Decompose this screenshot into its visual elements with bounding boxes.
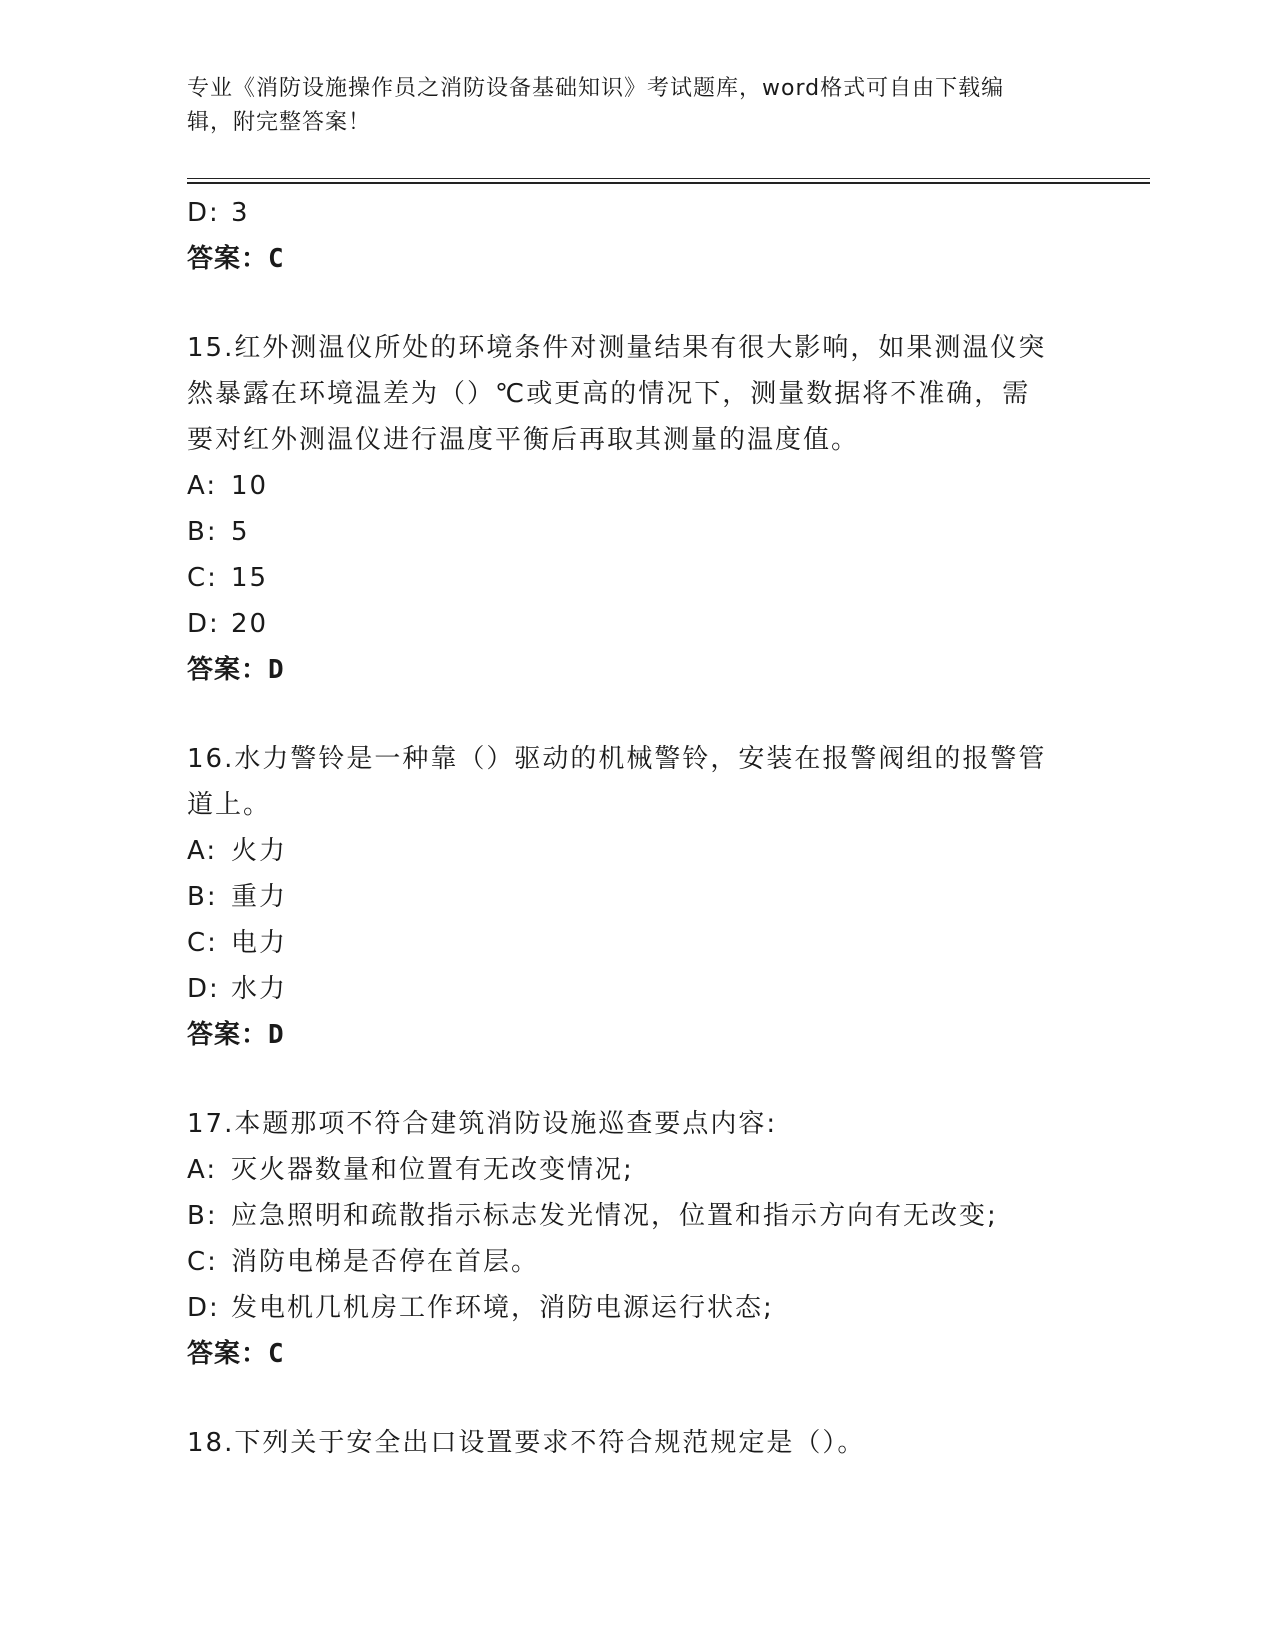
document-header — [187, 72, 1087, 140]
option-text: 消防电梯是否停在首层。 — [231, 1247, 540, 1277]
option-item — [187, 1147, 1087, 1193]
option-text: 水力 — [231, 974, 288, 1004]
option-key: B: — [187, 1201, 218, 1231]
answer-line: 答案：D — [187, 1020, 285, 1050]
option-item — [187, 920, 1087, 966]
option-item — [187, 463, 1087, 509]
option-text: 15 — [231, 563, 269, 593]
question-15-line-3: 要对红外测温仪进行温度平衡后再取其测量的温度值。 — [187, 425, 860, 455]
option-key: B: — [187, 517, 218, 547]
header-rule-thick — [187, 182, 1150, 184]
option-key: C: — [187, 1247, 218, 1277]
option-text: 灭火器数量和位置有无改变情况; — [231, 1155, 634, 1185]
option-item — [187, 509, 1087, 555]
question-15-line-1: 15.红外测温仪所处的环境条件对测量结果有很大影响，如果测温仪突 — [187, 333, 1047, 363]
answer-line: 答案：D — [187, 655, 285, 685]
option-item — [187, 874, 1087, 920]
option-text: 3 — [231, 198, 250, 228]
header-rule-thin — [187, 178, 1150, 179]
question-16-line-2: 道上。 — [187, 790, 272, 820]
header-line-2: 辑，附完整答案！ — [187, 110, 372, 135]
option-item — [187, 1239, 1087, 1285]
option-item — [187, 190, 1087, 236]
option-text: 20 — [231, 609, 269, 639]
option-text: 应急照明和疏散指示标志发光情况，位置和指示方向有无改变; — [231, 1201, 998, 1231]
option-key: D: — [187, 974, 220, 1004]
option-item — [187, 1285, 1087, 1331]
option-key: C: — [187, 928, 218, 958]
option-text: 火力 — [231, 836, 288, 866]
option-item — [187, 828, 1087, 874]
option-key: B: — [187, 882, 218, 912]
option-text: 10 — [231, 471, 269, 501]
option-text: 电力 — [231, 928, 288, 958]
question-17-line-1: 17.本题那项不符合建筑消防设施巡查要点内容: — [187, 1109, 778, 1139]
option-key: D: — [187, 198, 220, 228]
answer-line: 答案：C — [187, 244, 285, 274]
option-item — [187, 555, 1087, 601]
question-16-line-1: 16.水力警铃是一种靠（）驱动的机械警铃，安装在报警阀组的报警管 — [187, 744, 1047, 774]
option-key: D: — [187, 609, 220, 639]
document-body — [187, 190, 1087, 1466]
option-key: A: — [187, 836, 218, 866]
option-text: 重力 — [231, 882, 288, 912]
option-item — [187, 966, 1087, 1012]
question-15-line-2: 然暴露在环境温差为（）℃或更高的情况下，测量数据将不准确，需 — [187, 379, 1031, 409]
option-text: 发电机几机房工作环境，消防电源运行状态; — [231, 1293, 774, 1323]
option-text: 5 — [231, 517, 250, 547]
option-item — [187, 1193, 1087, 1239]
answer-line: 答案：C — [187, 1339, 285, 1369]
option-key: A: — [187, 1155, 218, 1185]
option-key: D: — [187, 1293, 220, 1323]
header-line-1: 专业《消防设施操作员之消防设备基础知识》考试题库，word格式可自由下载编 — [187, 76, 1005, 101]
option-key: C: — [187, 563, 218, 593]
option-item — [187, 601, 1087, 647]
question-18-line-1: 18.下列关于安全出口设置要求不符合规范规定是（）。 — [187, 1428, 866, 1458]
option-key: A: — [187, 471, 218, 501]
